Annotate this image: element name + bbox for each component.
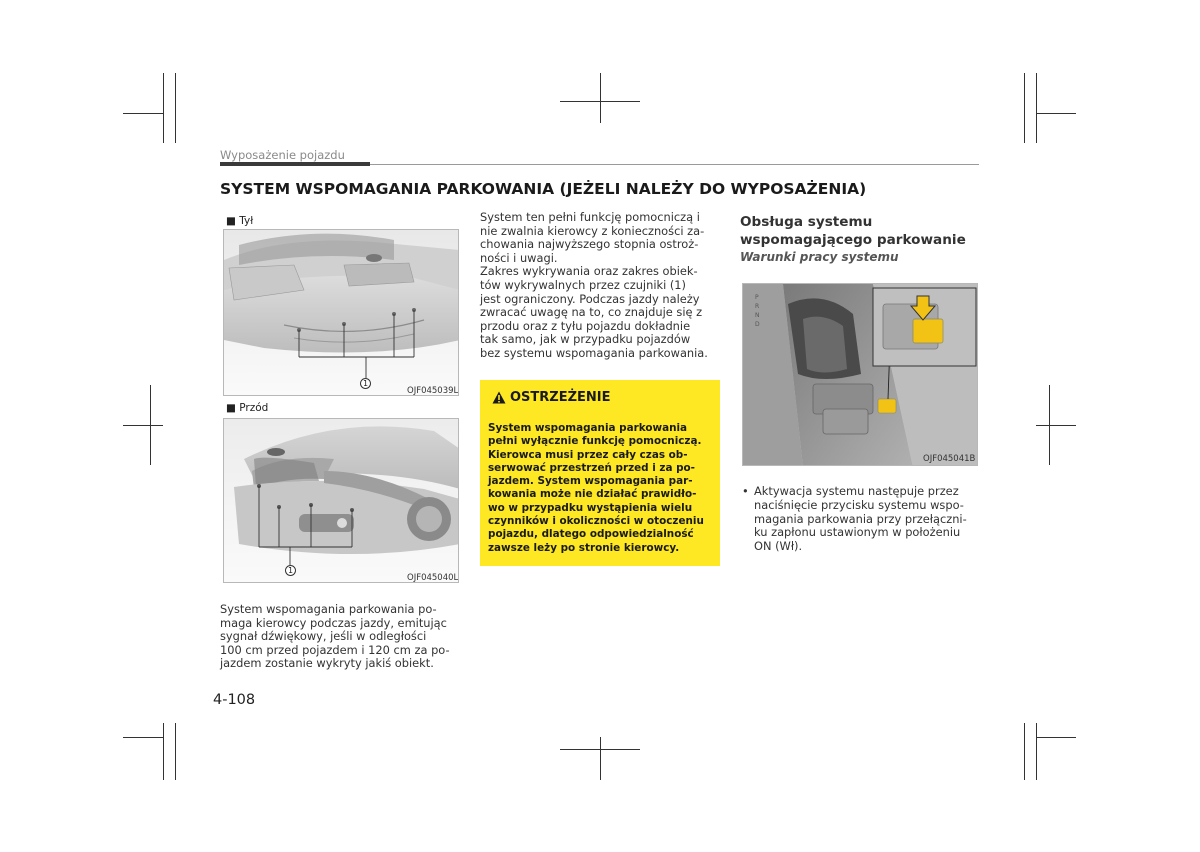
crop-mark (1036, 113, 1076, 114)
text-line: ku zapłonu ustawionym w położeniu (754, 525, 961, 540)
intro-paragraph (220, 603, 460, 671)
crop-mark (1024, 73, 1025, 143)
text-line: pełni wyłącznie funkcję pomocniczą. (488, 435, 702, 448)
bullet-item (742, 485, 980, 554)
text-line: tów wykrywalnych przez czujniki (1) (480, 277, 686, 292)
text-line: System wspomagania parkowania po- (220, 602, 437, 616)
text-line: przodu oraz z tyłu pojazdu dokładnie (480, 318, 691, 333)
crop-mark (123, 425, 163, 426)
crop-mark (123, 737, 163, 738)
text-line: 100 cm przed pojazdem i 120 cm za po- (220, 642, 450, 657)
text-line: ON (Wł). (754, 539, 803, 554)
crop-mark (1049, 385, 1050, 465)
text-line: chowania najwyższego stopnia ostroż- (480, 237, 699, 252)
svg-text:D: D (755, 321, 760, 328)
crop-mark (1036, 737, 1076, 738)
figure-code-rear: OJF045039L (407, 386, 459, 396)
page-number: 4-108 (213, 692, 256, 708)
crop-mark (175, 723, 176, 780)
text-line: magania parkowania przy przełączni- (754, 511, 967, 526)
text-line: Kierowca musi przez cały czas ob- (488, 448, 688, 461)
middle-paragraph (480, 211, 720, 361)
text-line: ności i uwagi. (480, 250, 558, 265)
text-line: serwować przestrzeń przed i za po- (488, 461, 695, 474)
figure-code-front: OJF045040L (407, 573, 459, 583)
text-line: nie zwalnia kierowcy z konieczności za- (480, 223, 705, 238)
section-rule (370, 164, 979, 165)
text-line: bez systemu wspomagania parkowania. (480, 345, 708, 360)
figure-label-front: ■ Przód (226, 402, 269, 414)
warning-triangle-icon (492, 391, 506, 404)
text-line: wo w przypadku wystąpienia wielu (488, 501, 693, 514)
text-line: zwracać uwagę na to, co znajduje się z (480, 305, 703, 320)
crop-mark (123, 113, 163, 114)
subsection-heading (740, 213, 966, 249)
front-car-figure (223, 418, 459, 583)
crop-mark (1024, 723, 1025, 780)
text-line: kowania może nie działać prawidło- (488, 488, 697, 501)
rear-car-figure (223, 229, 459, 396)
svg-text:P: P (755, 294, 759, 301)
text-line: tak samo, jak w przypadku pojazdów (480, 332, 691, 347)
crop-mark (163, 723, 164, 780)
crop-mark (150, 385, 151, 465)
text-line: pojazdu, dlatego odpowiedzialność (488, 528, 694, 541)
text-line: maga kierowcy podczas jazdy, emitując (220, 615, 447, 630)
console-figure (742, 283, 978, 466)
text-line: System wspomagania parkowania (488, 422, 688, 434)
subsubsection-heading: Warunki pracy systemu (740, 250, 899, 264)
crop-mark (175, 73, 176, 143)
figure-label-rear: ■ Tył (226, 215, 254, 227)
callout-1-rear: 1 (360, 378, 371, 389)
crop-mark (1036, 425, 1076, 426)
section-bar (220, 162, 370, 166)
warning-title: OSTRZEŻENIE (510, 390, 611, 405)
callout-1-front: 1 (285, 565, 296, 576)
front-car-illustration (224, 419, 459, 583)
text-line: Zakres wykrywania oraz zakres obiek- (480, 264, 698, 279)
text-line: czynników i okoliczności w otoczeniu (488, 515, 704, 528)
warning-box (480, 380, 720, 566)
text-line: jazdem. System wspomagania par- (488, 475, 693, 488)
crop-mark (600, 73, 601, 123)
page-title: SYSTEM WSPOMAGANIA PARKOWANIA (JEŻELI NALEŻY DO WYPOSAŻENIA) (220, 180, 867, 198)
figure-code-console: OJF045041B (923, 454, 976, 464)
text-line: System ten pełni funkcję pomocniczą i (480, 210, 700, 224)
text-line: jazdem zostanie wykryty jakiś obiekt. (220, 656, 434, 671)
bullet-marker: • (742, 484, 749, 498)
crop-mark (1036, 73, 1037, 143)
rear-car-illustration (224, 230, 459, 396)
text-line: sygnał dźwiękowy, jeśli w odległości (220, 629, 427, 644)
crop-mark (163, 73, 164, 143)
heading-line: wspomagającego parkowanie (740, 232, 966, 248)
crop-mark (1036, 723, 1037, 780)
text-line: naciśnięcie przycisku systemu wspo- (754, 497, 964, 512)
text-line: Aktywacja systemu następuje przez (754, 484, 959, 498)
section-label: Wyposażenie pojazdu (220, 148, 345, 162)
text-line: zawsze leży po stronie kierowcy. (488, 541, 680, 554)
svg-text:R: R (755, 303, 760, 310)
crop-mark (600, 737, 601, 780)
heading-line: Obsługa systemu (740, 214, 873, 230)
console-button-illustration (743, 284, 978, 466)
text-line: jest ograniczony. Podczas jazdy należy (480, 291, 700, 306)
svg-text:N: N (755, 312, 760, 319)
warning-text (488, 422, 712, 555)
